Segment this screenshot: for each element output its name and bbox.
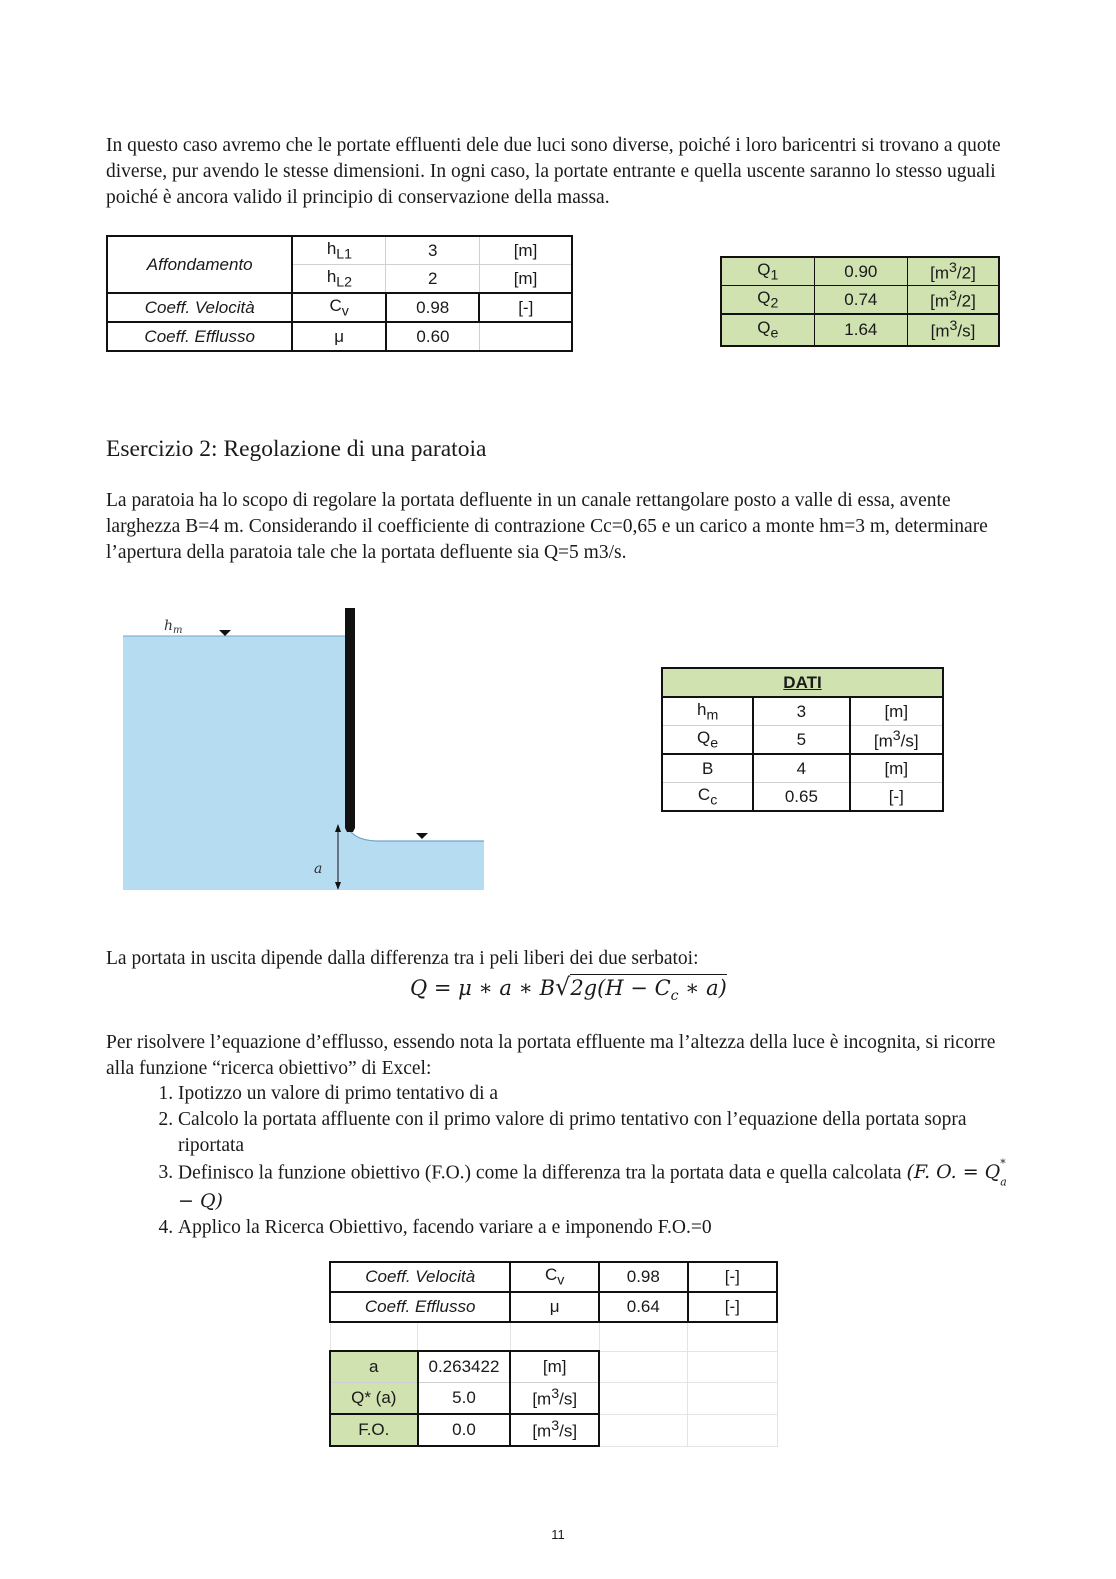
b-unit: [m]	[850, 754, 943, 783]
goal-seek-table	[329, 1261, 778, 1447]
downstream-level-marker	[416, 833, 428, 839]
mu-label: Coeff. Efflusso	[107, 322, 292, 351]
step-3: 3. Definisco la funzione obiettivo (F.O.) come la differenza tra la portata data e quella calcolata (F. O. = Q* $_a$ − Q)	[178, 1159, 1008, 1215]
cv-unit: [-]	[479, 293, 572, 322]
q-row-value: 5.0	[418, 1383, 511, 1415]
solve-paragraph: Per risolvere l’equazione d’efflusso, essendo nota la portata effluente ma l’altezza della luce è incognita, si ricorre alla funzione “ricerca obiettivo” di Excel:	[106, 1032, 996, 1079]
data-table-title: DATI	[662, 668, 943, 697]
sluice-gate-diagram	[118, 604, 490, 894]
hm-value: 3	[753, 697, 849, 726]
empty-cell	[330, 1322, 418, 1351]
empty-cell	[599, 1351, 688, 1383]
result-mu-label: Coeff. Efflusso	[330, 1292, 510, 1322]
mu-unit-empty	[479, 322, 572, 351]
cc-value: 0.65	[753, 783, 849, 812]
steps-list	[146, 1081, 1008, 1241]
mu-symbol: μ	[292, 322, 386, 351]
q-row-label: Q* (a)	[330, 1383, 418, 1415]
result-cv-unit: [-]	[688, 1262, 777, 1292]
qe-unit: $[m^3/s]$	[908, 314, 1000, 346]
qe-symbol: $Q_e$	[662, 726, 753, 755]
cv-symbol: $C_v$	[292, 293, 386, 322]
empty-cell	[688, 1383, 777, 1415]
q1-symbol: $Q_1$	[721, 257, 814, 286]
data-table	[661, 667, 944, 812]
gate-plate	[345, 608, 355, 828]
exercise-paragraph: La paratoia ha lo scopo di regolare la portata defluente in un canale rettangolare posto a valle di essa, avente larghezza B=4 m. Considerando il coefficiente di contrazione Cc=0,65 e un carico a monte hm=3 m, determinare l’apertura della paratoia tale che la portata defluente sia Q=5 m3/s.	[106, 490, 988, 563]
q2-value: 0.74	[814, 286, 907, 315]
q2-unit: $[m^3/2]$	[908, 286, 1000, 315]
q-row-unit: $[m^3/s]$	[510, 1383, 599, 1415]
empty-cell	[418, 1322, 511, 1351]
a-label: a	[314, 861, 323, 877]
fo-row-label: F.O.	[330, 1414, 418, 1446]
empty-cell	[510, 1322, 599, 1351]
hm-label: $h_m$	[164, 618, 183, 636]
b-value: 4	[753, 754, 849, 783]
q2-symbol: $Q_2$	[721, 286, 814, 315]
outflow-sentence: La portata in uscita dipende dalla differenza tra i peli liberi dei due serbatoi:	[106, 948, 699, 969]
empty-cell	[599, 1322, 688, 1351]
upstream-water	[123, 636, 346, 890]
step-1: 1. Ipotizzo un valore di primo tentativo di a	[178, 1081, 1008, 1107]
flow-results-table	[720, 256, 1000, 347]
mu-value: 0.60	[386, 322, 480, 351]
result-mu-unit: [-]	[688, 1292, 777, 1322]
empty-cell	[688, 1414, 777, 1446]
hL2-value: 2	[386, 265, 480, 294]
result-cv-label: Coeff. Velocità	[330, 1262, 510, 1292]
downstream-surface	[346, 822, 484, 841]
q1-value: 0.90	[814, 257, 907, 286]
hL1-value: 3	[386, 236, 480, 265]
hL2-symbol: $h_{L2}$	[292, 265, 386, 294]
hm-symbol: $h_m$	[662, 697, 753, 726]
qe-symbol: $Q_e$	[721, 314, 814, 346]
b-symbol: B	[662, 754, 753, 783]
result-mu-value: 0.64	[599, 1292, 688, 1322]
fo-row-value: 0.0	[418, 1414, 511, 1446]
step-4: 4. Applico la Ricerca Obiettivo, facendo variare a e imponendo F.O.=0	[178, 1215, 1008, 1241]
q1-unit: $[m^3/2]$	[908, 257, 1000, 286]
hm-unit: [m]	[850, 697, 943, 726]
hL1-unit: [m]	[479, 236, 572, 265]
a-row-unit: [m]	[510, 1351, 599, 1383]
page-number: 11	[551, 1527, 565, 1542]
affondamento-label: Affondamento	[107, 236, 292, 293]
hL2-unit: [m]	[479, 265, 572, 294]
section-heading: Esercizio 2: Regolazione di una paratoia	[106, 436, 487, 462]
result-cv-symbol: $C_v$	[510, 1262, 599, 1292]
cc-symbol: $C_c$	[662, 783, 753, 812]
empty-cell	[599, 1383, 688, 1415]
a-row-value: 0.263422	[418, 1351, 511, 1383]
qe-value: 1.64	[814, 314, 907, 346]
qe-unit: $[m^3/s]$	[850, 726, 943, 755]
result-mu-symbol: μ	[510, 1292, 599, 1322]
empty-cell	[599, 1414, 688, 1446]
empty-cell	[688, 1322, 777, 1351]
cv-value: 0.98	[386, 293, 480, 322]
intro-paragraph: In questo caso avremo che le portate effluenti dele due luci sono diverse, poiché i loro baricentri si trovano a quote diverse, pur avendo le stesse dimensioni. In ogni caso, la portate entrante e quella uscente saranno lo stesso uguali poiché è ancora valido il principio di conservazione della massa.	[106, 135, 1001, 208]
parameters-table	[106, 235, 573, 352]
step-3-formula: (F. O. = Q* $_a$ − Q)	[178, 1157, 1007, 1212]
empty-cell	[688, 1351, 777, 1383]
hL1-symbol: $h_{L1}$	[292, 236, 386, 265]
a-row-label: a	[330, 1351, 418, 1383]
result-cv-value: 0.98	[599, 1262, 688, 1292]
downstream-water	[346, 822, 484, 890]
outflow-equation: Q = μ ∗ a ∗ $B√2g(H - C_c$ ∗ a)	[410, 973, 727, 1005]
fo-row-unit: $[m^3/s]$	[510, 1414, 599, 1446]
qe-value: 5	[753, 726, 849, 755]
step-2: 2. Calcolo la portata affluente con il primo valore di primo tentativo con l’equazione della portata sopra riportata	[178, 1107, 1008, 1159]
cc-unit: [-]	[850, 783, 943, 812]
upstream-level-marker	[219, 630, 231, 636]
cv-label: Coeff. Velocità	[107, 293, 292, 322]
